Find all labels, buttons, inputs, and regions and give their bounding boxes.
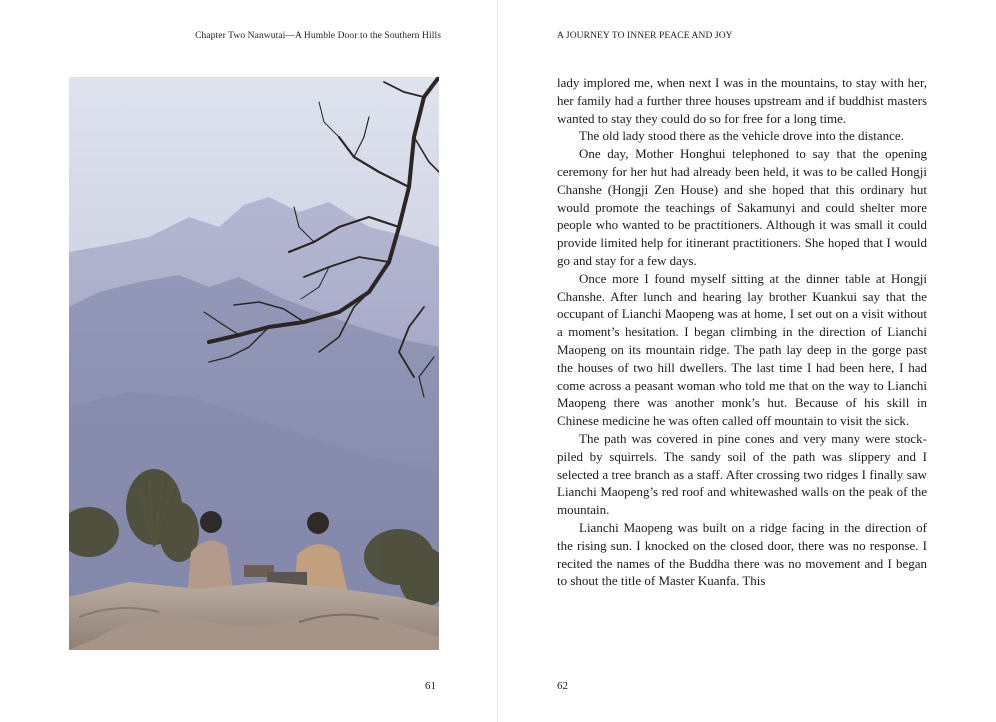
paragraph: Lianchi Maopeng was built on a ridge facing in the direction of the rising sun. I knocked on the closed door, there was no response. I recited the names of the Buddha there was no movement and I began to shout the title of Master Kuanfa. This bbox=[557, 519, 927, 589]
running-head-left: Chapter Two Nanwutai—A Humble Door to the Southern Hills bbox=[195, 31, 441, 41]
page-number-left: 61 bbox=[425, 680, 436, 692]
right-page bbox=[498, 0, 996, 722]
paragraph: The path was covered in pine cones and very many were stock-piled by squirrels. The sandy soil of the path was slippery and I selected a tree branch as a staff. After crossing two ridges I finally saw Lianchi Maopeng’s red roof and whitewashed walls on the peak of the mountain. bbox=[557, 430, 927, 518]
page-number-right: 62 bbox=[557, 680, 568, 692]
running-head-right: A JOURNEY TO INNER PEACE AND JOY bbox=[557, 31, 733, 41]
body-text bbox=[557, 74, 927, 590]
paragraph: lady implored me, when next I was in the mountains, to stay with her, her family had a further three houses upstream and if buddhist masters wanted to stay they could do so for free for a long time. bbox=[557, 75, 927, 126]
paragraph: One day, Mother Honghui telephoned to say that the opening ceremony for her hut had already been held, it was to be called Hongji Chanshe (Hongji Zen House) and she hoped that this ordinary hut would promote the teachings of Sakamunyi and could shelter more people who wanted to be practitioners. Although it was small it could provide limited help for itinerant practitioners. She hoped that I would go and stay for a few days. bbox=[557, 146, 927, 268]
mountain-photo bbox=[69, 77, 439, 650]
paragraph: Once more I found myself sitting at the dinner table at Hongji Chanshe. After lunch and hearing lay brother Kuankui say that the occupant of Lianchi Maopeng was at home, I set out on a visit without a moment’s hesitation. I began climbing in the direction of Lianchi Maopeng on its mountain ridge. The path lay deep in the gorge past the houses of two hill dwellers. The last time I had been here, I had come across a peasant woman who told me that on the way to Lianchi Maopeng there was another monk’s hut. Because of his skill in Chinese medicine he was often called off mountain to visit the sick. bbox=[557, 270, 927, 429]
paragraph: The old lady stood there as the vehicle drove into the distance. bbox=[579, 128, 904, 144]
